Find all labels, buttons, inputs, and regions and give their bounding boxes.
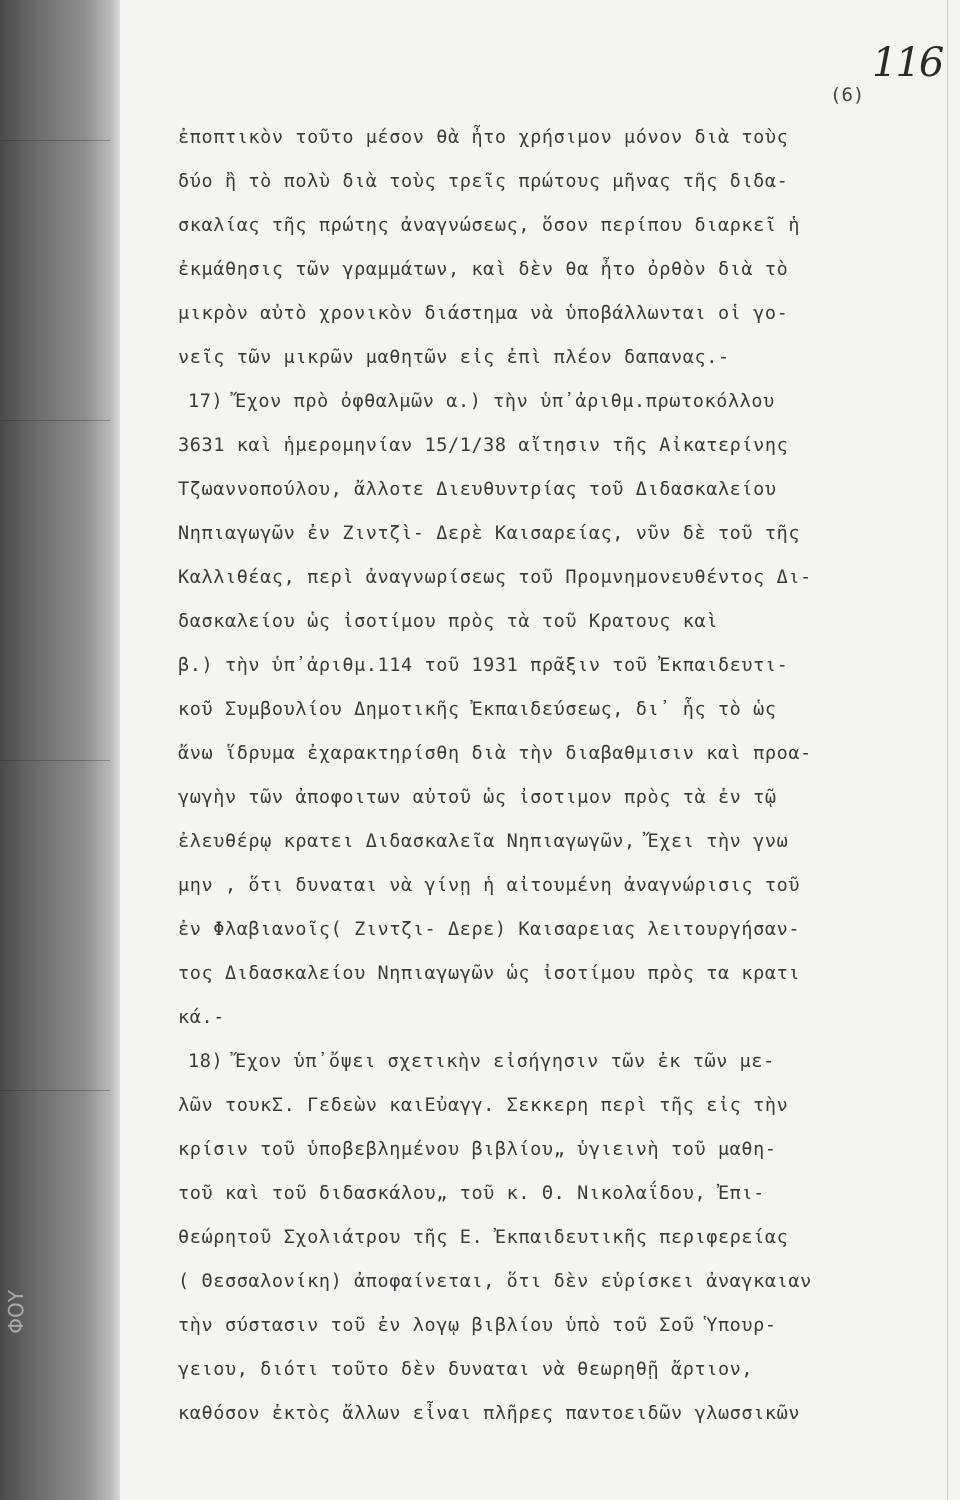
text-line: ἐλευθέρῳ κρατει Διδασκαλεῖα Νηπιαγωγῶν, Ἔχει τὴν γνω (178, 831, 789, 852)
text-line: 17) Ἔχον πρὸ ὀφθαλμῶν α.) τὴν ὑπ᾽ἀριθμ.πρωτοκόλλου (188, 391, 775, 412)
text-line: κοῦ Συμβουλίου Δημοτικῆς Ἐκπαιδεύσεως, δι᾽ ἧς τὸ ὡς (178, 699, 777, 720)
text-line: μικρὸν αὐτὸ χρονικὸν διάστημα νὰ ὑποβάλλωνται οἱ γο- (178, 303, 789, 324)
text-line: γειου, διότι τοῦτο δὲν δυναται νὰ θεωρηθῇ ἄρτιον, (178, 1359, 754, 1380)
typed-text-body (178, 116, 938, 1436)
right-margin-rule (947, 0, 948, 1500)
edge-mark (0, 760, 110, 761)
text-line: τὴν σύστασιν τοῦ ἐν λογῳ βιβλίου ὑπὸ τοῦ Σοῦ Ὑπουρ- (178, 1315, 777, 1336)
text-line: κρίσιν τοῦ ὑποβεβλημένου βιβλίου„ ὑγιεινὴ τοῦ μαθη- (178, 1139, 777, 1160)
text-line: δύο ἢ τὸ πολὺ διὰ τοὺς τρεῖς πρώτους μῆνας τῆς διδα- (178, 171, 789, 192)
text-line: ἄνω ἵδρυμα ἐχαρακτηρίσθη διὰ τὴν διαβαθμισιν καὶ προα- (178, 743, 812, 764)
text-line: δασκαλείου ὡς ἰσοτίμου πρὸς τὰ τοῦ Κρατους καὶ (178, 611, 718, 632)
folio-number: 116 (872, 40, 943, 86)
text-line: ( Θεσσαλονίκη) ἀποφαίνεται, ὅτι δὲν εὑρίσκει ἀναγκαιαν (178, 1271, 812, 1292)
gutter-bleed-text: ΦΟΥ (4, 1290, 28, 1334)
text-line: Τζωαννοπούλου, ἄλλοτε Διευθυντρίας τοῦ Διδασκαλείου (178, 479, 777, 500)
page-number: (6) (830, 84, 865, 106)
text-line: ἐν Φλαβιανοῖς( Ζιντζι- Δερε) Καισαρειας λειτουργήσαν- (178, 919, 801, 940)
text-line: γωγὴν τῶν ἀποφοιτων αὐτοῦ ὡς ἰσοτιμον πρὸς τὰ ἐν τῷ (178, 787, 777, 808)
text-line: ἐποπτικὸν τοῦτο μέσον θὰ ἦτο χρήσιμον μόνον διὰ τοὺς (178, 127, 789, 148)
edge-mark (0, 1090, 110, 1091)
edge-mark (0, 140, 110, 141)
text-line: β.) τὴν ὑπ᾽ἀριθμ.114 τοῦ 1931 πρᾶξιν τοῦ Ἐκπαιδευτι- (178, 655, 789, 676)
text-line: νεῖς τῶν μικρῶν μαθητῶν εἰς ἐπὶ πλέον δαπανας.- (178, 347, 730, 368)
text-line: λῶν τουκΣ. Γεδεὼν καιΕὐαγγ. Σεκκερη περὶ τῆς εἰς τὴν (178, 1095, 789, 1116)
text-line: Νηπιαγωγῶν ἐν Ζιντζὶ- Δερὲ Καισαρείας, νῦν δὲ τοῦ τῆς (178, 523, 801, 544)
text-line: σκαλίας τῆς πρώτης ἀναγνώσεως, ὅσον περίπου διαρκεῖ ἡ (178, 215, 801, 236)
text-line: 18) Ἔχον ὑπ᾽ὄψει σχετικὴν εἰσήγησιν τῶν ἐκ τῶν με- (188, 1051, 775, 1072)
text-line: τοῦ καὶ τοῦ διδασκάλου„ τοῦ κ. Θ. Νικολαΐδου, Ἐπι- (178, 1183, 765, 1204)
text-line: ἐκμάθησις τῶν γραμμάτων, καὶ δὲν θα ἦτο ὀρθὸν διὰ τὸ (178, 259, 789, 280)
text-line: μην , ὅτι δυναται νὰ γίνῃ ἡ αἰτουμένη ἀναγνώρισις τοῦ (178, 875, 801, 896)
scanned-binding-edge (0, 0, 120, 1500)
text-line: καθόσον ἐκτὸς ἄλλων εἶναι πλῆρες παντοειδῶν γλωσσικῶν (178, 1403, 801, 1424)
text-line: θεώρητοῦ Σχολιάτρου τῆς Ε. Ἐκπαιδευτικῆς περιφερείας (178, 1227, 789, 1248)
text-line: 3631 καὶ ἡμερομηνίαν 15/1/38 αἴτησιν τῆς Αἰκατερίνης (178, 435, 789, 456)
edge-mark (0, 420, 110, 421)
text-line: τος Διδασκαλείου Νηπιαγωγῶν ὡς ἰσοτίμου πρὸς τα κρατι (178, 963, 801, 984)
text-line: κά.- (178, 1007, 225, 1028)
text-line: Καλλιθέας, περὶ ἀναγνωρίσεως τοῦ Προμνημονευθέντος Δι- (178, 567, 812, 588)
